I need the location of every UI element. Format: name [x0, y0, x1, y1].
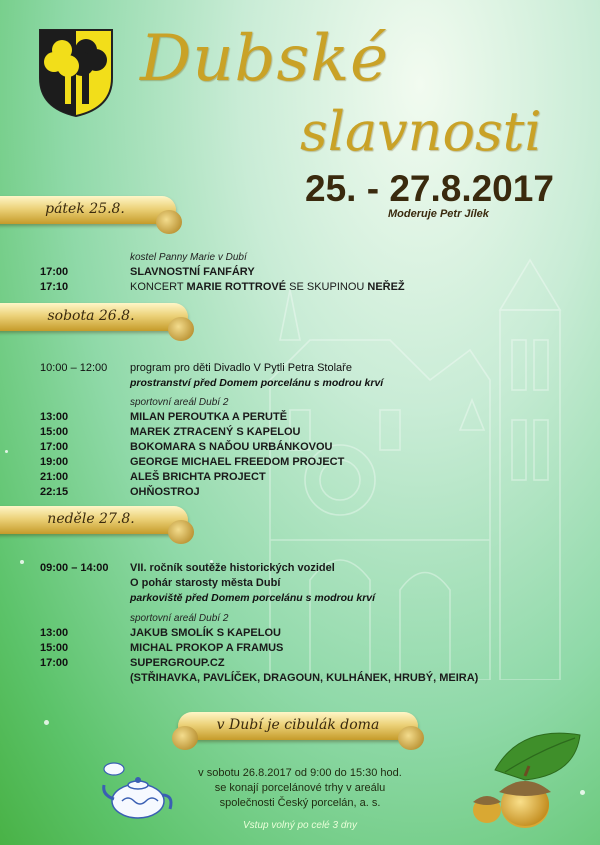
- event-name: GEORGE MICHAEL FREEDOM PROJECT: [130, 456, 345, 468]
- event-time: 10:00 – 12:00: [40, 362, 108, 374]
- event-time: 17:00: [40, 266, 69, 278]
- moderator: Moderuje Petr Jílek: [388, 208, 489, 220]
- event-name: SLAVNOSTNÍ FANFÁRY: [130, 266, 255, 278]
- coat-of-arms-tree-icon: [38, 28, 114, 118]
- event-name: OHŇOSTROJ: [130, 486, 200, 498]
- event-name: MILAN PEROUTKA A PERUTĚ: [130, 411, 288, 423]
- event-name: [130, 281, 405, 293]
- sparkle: [44, 720, 49, 725]
- event-location: parkoviště před Domem porcelánu s modrou krví: [130, 592, 376, 604]
- footer-line3: společnosti Český porcelán, a. s.: [219, 797, 381, 809]
- event-name-part: SE SKUPINOU: [286, 281, 368, 293]
- event-time: 13:00: [40, 411, 69, 423]
- ribbon-sunday-label: neděle 27.8.: [47, 511, 135, 527]
- event-time: 17:00: [40, 441, 69, 453]
- event-location: prostranství před Domem porcelánu s modrou krví: [130, 377, 384, 389]
- event-time: 17:00: [40, 657, 69, 669]
- venue-friday: kostel Panny Marie v Dubí: [130, 252, 247, 263]
- event-name: JAKUB SMOLÍK S KAPELOU: [130, 627, 281, 639]
- acorn-icon: [465, 720, 590, 835]
- festival-dates: 25. - 27.8.2017: [305, 168, 554, 209]
- ribbon-saturday-label: sobota 26.8.: [47, 308, 135, 324]
- event-time: 17:10: [40, 281, 69, 293]
- event-name-part: KONCERT: [130, 281, 187, 293]
- event-time: 15:00: [40, 426, 69, 438]
- event-time: 22:15: [40, 486, 69, 498]
- ribbon-footer: [178, 712, 418, 748]
- ribbon-saturday: [0, 303, 188, 339]
- ribbon-footer-label: v Dubí je cibulák doma: [216, 717, 380, 733]
- venue-saturday: sportovní areál Dubí 2: [130, 397, 229, 408]
- event-time: 21:00: [40, 471, 69, 483]
- event-name: program pro děti Divadlo V Pytli Petra Stolaře: [130, 362, 352, 374]
- title-line2: slavnosti: [300, 100, 542, 163]
- event-name: SUPERGROUP.CZ: [130, 657, 225, 669]
- event-name-part: MARIE ROTTROVÉ: [186, 281, 287, 293]
- footer-line2: se konají porcelánové trhy v areálu: [214, 782, 386, 794]
- ribbon-sunday: [0, 506, 188, 542]
- event-name: O pohár starosty města Dubí: [130, 577, 281, 589]
- event-name: ALEŠ BRICHTA PROJECT: [130, 471, 266, 483]
- ribbon-friday: [0, 196, 176, 232]
- event-time: 19:00: [40, 456, 69, 468]
- supergroup-members: (STŘIHAVKA, PAVLÍČEK, DRAGOUN, KULHÁNEK, HRUBÝ, MEIRA): [130, 672, 479, 684]
- event-name: MICHAL PROKOP A FRAMUS: [130, 642, 284, 654]
- event-name: MAREK ZTRACENÝ S KAPELOU: [130, 426, 301, 438]
- footer-line1: v sobotu 26.8.2017 od 9:00 do 15:30 hod.: [198, 767, 402, 779]
- ribbon-friday-label: pátek 25.8.: [45, 201, 125, 217]
- venue-sunday: sportovní areál Dubí 2: [130, 613, 229, 624]
- event-name: BOKOMARA S NAĎOU URBÁNKOVOU: [130, 441, 333, 453]
- sparkle: [20, 560, 24, 564]
- title-line1: Dubské: [140, 22, 389, 96]
- event-time: 13:00: [40, 627, 69, 639]
- event-time: 15:00: [40, 642, 69, 654]
- free-entry: Vstup volný po celé 3 dny: [243, 820, 357, 831]
- event-name-part: NEŘEŽ: [367, 281, 405, 293]
- sparkle: [5, 450, 8, 453]
- event-name: VII. ročník soutěže historických vozidel: [130, 562, 335, 574]
- event-time: 09:00 – 14:00: [40, 562, 109, 574]
